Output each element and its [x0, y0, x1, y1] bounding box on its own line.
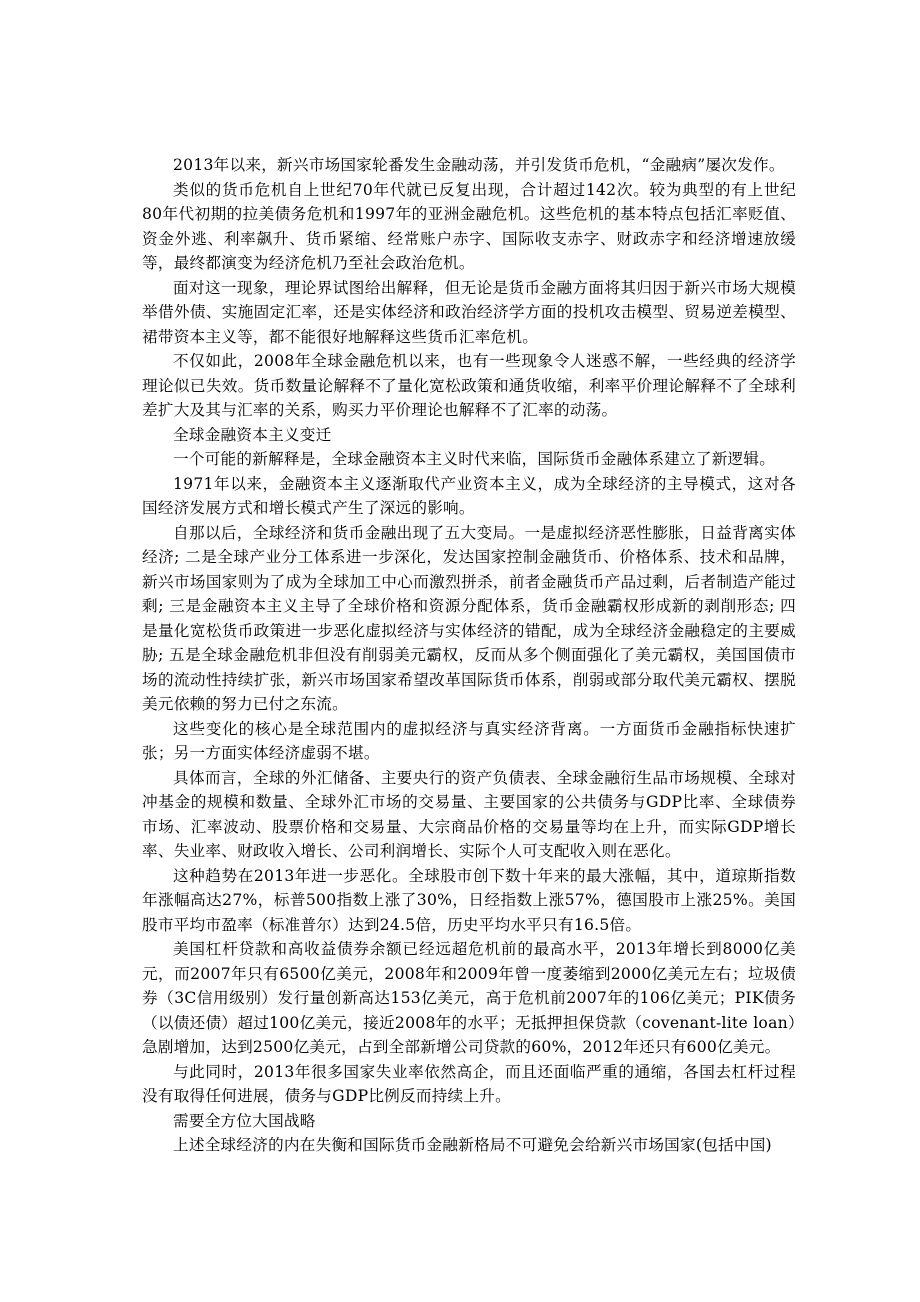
paragraph-5: 一个可能的新解释是，全球金融资本主义时代来临，国际货币金融体系建立了新逻辑。	[173, 450, 776, 468]
paragraph-10: 这种趋势在2013年进一步恶化。全球股市创下数十年来的最大涨幅，其中，道琼斯指数年涨幅高达27%，标普500指数上涨了30%，日经指数上涨57%，德国股市上涨25%。美国股市平均市盈率（标准普尔）达到24.5倍，历史平均水平只有16.5倍。	[142, 866, 796, 934]
paragraph-11: 美国杠杆贷款和高收益债券余额已经远超危机前的最高水平，2013年增长到8000亿美元，而2007年只有6500亿美元，2008年和2009年曾一度萎缩到2000亿美元左右；垃圾债券（3C信用级别）发行量创新高达153亿美元，高于危机前2007年的106亿美元；PIK债务（以债还债）超过100亿美元，接近2008年的水平；无抵押担保贷款（covenant-lite loan）急剧增加，达到2500亿美元，占到全部新增公司贷款的60%，2012年还只有600亿美元。	[142, 940, 796, 1056]
paragraph-4: 不仅如此，2008年全球金融危机以来，也有一些现象令人迷惑不解，一些经典的经济学理论似已失效。货币数量论解释不了量化宽松政策和通货收缩，利率平价理论解释不了全球利差扩大及其与汇率的关系，购买力平价理论也解释不了汇率的动荡。	[142, 352, 796, 419]
paragraph-2: 类似的货币危机自上世纪70年代就已反复出现，合计超过142次。较为典型的有上世纪80年代初期的拉美债务危机和1997年的亚洲金融危机。这些危机的基本特点包括汇率贬值、资金外逃、利率飙升、货币紧缩、经常账户赤字、国际收支赤字、财政赤字和经济增速放缓等，最终都演变为经济危机乃至社会政治危机。	[142, 180, 796, 272]
paragraph-3: 面对这一现象，理论界试图给出解释，但无论是货币金融方面将其归因于新兴市场大规模举借外债、实施固定汇率，还是实体经济和政治经济学方面的投机攻击模型、贸易逆差模型、裙带资本主义等，都不能很好地解释这些货币汇率危机。	[142, 278, 796, 346]
paragraph-9: 具体而言，全球的外汇储备、主要央行的资产负债表、全球金融衍生品市场规模、全球对冲基金的规模和数量、全球外汇市场的交易量、主要国家的公共债务与GDP比率、全球债券市场、汇率波动、股票价格和交易量、大宗商品价格的交易量等均在上升，而实际GDP增长率、失业率、财政收入增长、公司利润增长、实际个人可支配收入则在恶化。	[142, 768, 796, 860]
paragraph-1: 2013年以来，新兴市场国家轮番发生金融动荡，并引发货币危机，“金融病”屡次发作。	[173, 156, 785, 174]
paragraph-7: 自那以后，全球经济和货币金融出现了五大变局。一是虚拟经济恶性膨胀，日益背离实体经济; 二是全球产业分工体系进一步深化，发达国家控制金融货币、价格体系、技术和品牌，新兴市场国家则为了成为全球加工中心而激烈拼杀，前者金融货币产品过剩，后者制造产能过剩; 三是金融资本主义主导了全球价格和资源分配体系，货币金融霸权形成新的剥削形态; 四是量化宽松货币政策进一步恶化虚拟经济与实体经济的错配，成为全球经济金融稳定的主要威胁; 五是全球金融危机非但没有削弱美元霸权，反而从多个侧面强化了美元霸权，美国国债市场的流动性持续扩张，新兴市场国家希望改革国际货币体系，削弱或部分取代美元霸权、摆脱美元依赖的努力已付之东流。	[142, 523, 796, 713]
paragraph-8: 这些变化的核心是全球范围内的虚拟经济与真实经济背离。一方面货币金融指标快速扩张；另一方面实体经济虚弱不堪。	[142, 719, 796, 762]
document-body	[142, 153, 796, 1158]
section-heading-2: 需要全方位大国战略	[173, 1111, 316, 1130]
section-heading-1: 全球金融资本主义变迁	[173, 425, 332, 444]
paragraph-6: 1971年以来，金融资本主义逐渐取代产业资本主义，成为全球经济的主导模式，这对各国经济发展方式和增长模式产生了深远的影响。	[142, 474, 796, 517]
paragraph-13: 上述全球经济的内在失衡和国际货币金融新格局不可避免会给新兴市场国家(包括中国)	[173, 1136, 772, 1154]
paragraph-12: 与此同时，2013年很多国家失业率依然高企，而且还面临严重的通缩，各国去杠杆过程没有取得任何进展，债务与GDP比例反而持续上升。	[142, 1062, 796, 1105]
